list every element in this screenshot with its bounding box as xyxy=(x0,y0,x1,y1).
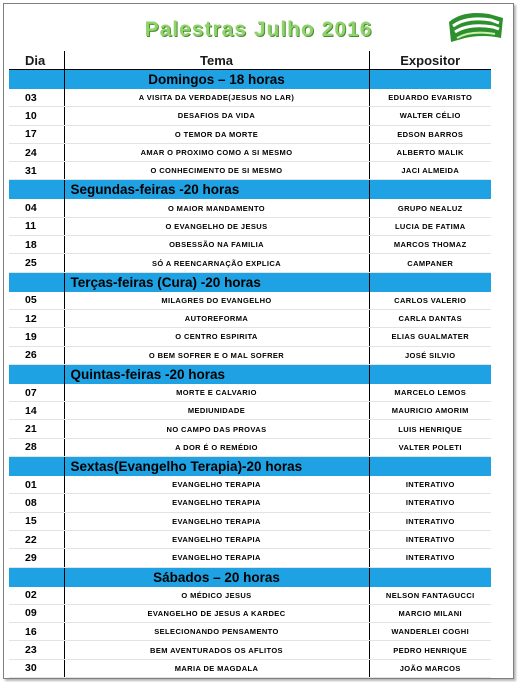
header-row xyxy=(9,51,491,70)
table-row xyxy=(9,623,491,641)
expositor-cell: PEDRO HENRIQUE xyxy=(369,641,491,659)
page-title: Palestras Julho 2016 xyxy=(144,18,373,41)
schedule-table xyxy=(9,51,491,679)
section-title: Segundas-feiras -20 horas xyxy=(64,180,369,200)
expositor-cell: MARCELO LEMOS xyxy=(369,384,491,402)
tema-cell: AMAR O PROXIMO COMO A SI MESMO xyxy=(64,143,369,161)
day-cell: 23 xyxy=(9,641,64,659)
table-row xyxy=(9,476,491,494)
empty-cell xyxy=(64,678,369,679)
table-row xyxy=(9,309,491,327)
expositor-cell: EDUARDO EVARISTO xyxy=(369,89,491,107)
expositor-cell: ELIAS GUALMATER xyxy=(369,328,491,346)
table-row xyxy=(9,604,491,622)
day-cell: 26 xyxy=(9,346,64,364)
section-header xyxy=(9,272,491,292)
section-header xyxy=(9,70,491,90)
table-row xyxy=(9,587,491,605)
day-cell: 14 xyxy=(9,402,64,420)
tema-cell: NO CAMPO DAS PROVAS xyxy=(64,420,369,438)
day-cell: 07 xyxy=(9,384,64,402)
tema-cell: DESAFIOS DA VIDA xyxy=(64,107,369,125)
day-cell: 18 xyxy=(9,236,64,254)
tema-cell: SÓ A REENCARNAÇÃO EXPLICA xyxy=(64,254,369,272)
expositor-cell: MARCIO MILANI xyxy=(369,604,491,622)
day-cell: 11 xyxy=(9,217,64,235)
table-row xyxy=(9,89,491,107)
table-row xyxy=(9,346,491,364)
section-bar-right xyxy=(369,70,491,90)
day-cell: 30 xyxy=(9,659,64,677)
table-row xyxy=(9,402,491,420)
table-row xyxy=(9,292,491,310)
expositor-cell: JOSÉ SILVIO xyxy=(369,346,491,364)
tema-cell: EVANGELHO TERAPIA xyxy=(64,549,369,567)
tema-cell: EVANGELHO DE JESUS A KARDEC xyxy=(64,604,369,622)
table-row xyxy=(9,199,491,217)
tema-cell: O MÉDICO JESUS xyxy=(64,587,369,605)
expositor-cell: INTERATIVO xyxy=(369,476,491,494)
table-row xyxy=(9,384,491,402)
day-cell: 28 xyxy=(9,438,64,456)
header-expositor: Expositor xyxy=(369,51,491,70)
tema-cell: O MAIOR MANDAMENTO xyxy=(64,199,369,217)
day-cell: 09 xyxy=(9,604,64,622)
section-bar-left xyxy=(9,567,64,587)
section-title: Quintas-feiras -20 horas xyxy=(64,364,369,384)
day-cell: 15 xyxy=(9,512,64,530)
section-header xyxy=(9,457,491,477)
day-cell: 04 xyxy=(9,199,64,217)
expositor-cell: LUIS HENRIQUE xyxy=(369,420,491,438)
section-bar-left xyxy=(9,272,64,292)
tema-cell: O CENTRO ESPIRITA xyxy=(64,328,369,346)
header-dia: Dia xyxy=(9,51,64,70)
empty-cell xyxy=(369,678,491,679)
section-header xyxy=(9,567,491,587)
tema-cell: MEDIUNIDADE xyxy=(64,402,369,420)
section-header xyxy=(9,180,491,200)
day-cell: 24 xyxy=(9,143,64,161)
expositor-cell: GRUPO NEALUZ xyxy=(369,199,491,217)
expositor-cell: MARCOS THOMAZ xyxy=(369,236,491,254)
tema-cell: A VISITA DA VERDADE(JESUS NO LAR) xyxy=(64,89,369,107)
tema-cell: BEM AVENTURADOS OS AFLITOS xyxy=(64,641,369,659)
tema-cell: A DOR É O REMÉDIO xyxy=(64,438,369,456)
empty-row xyxy=(9,678,491,679)
header-tema: Tema xyxy=(64,51,369,70)
tema-cell: O BEM SOFRER E O MAL SOFRER xyxy=(64,346,369,364)
expositor-cell: MAURICIO AMORIM xyxy=(369,402,491,420)
table-row xyxy=(9,162,491,180)
tema-cell: MARIA DE MAGDALA xyxy=(64,659,369,677)
expositor-cell: INTERATIVO xyxy=(369,549,491,567)
day-cell: 01 xyxy=(9,476,64,494)
empty-cell xyxy=(9,678,64,679)
day-cell: 17 xyxy=(9,125,64,143)
schedule-document xyxy=(3,3,514,679)
section-title: Sextas(Evangelho Terapia)-20 horas xyxy=(64,457,369,477)
tema-cell: MORTE E CALVARIO xyxy=(64,384,369,402)
table-row xyxy=(9,217,491,235)
day-cell: 19 xyxy=(9,328,64,346)
expositor-cell: INTERATIVO xyxy=(369,530,491,548)
tema-cell: EVANGELHO TERAPIA xyxy=(64,476,369,494)
table-row xyxy=(9,512,491,530)
section-title: Domingos – 18 horas xyxy=(64,70,369,90)
expositor-cell: INTERATIVO xyxy=(369,512,491,530)
day-cell: 31 xyxy=(9,162,64,180)
table-row xyxy=(9,125,491,143)
tema-cell: AUTOREFORMA xyxy=(64,309,369,327)
expositor-cell: ALBERTO MALIK xyxy=(369,143,491,161)
day-cell: 21 xyxy=(9,420,64,438)
day-cell: 25 xyxy=(9,254,64,272)
section-bar-left xyxy=(9,457,64,477)
table-row xyxy=(9,143,491,161)
expositor-cell: VALTER POLETI xyxy=(369,438,491,456)
day-cell: 10 xyxy=(9,107,64,125)
section-bar-left xyxy=(9,180,64,200)
day-cell: 05 xyxy=(9,292,64,310)
expositor-cell: NELSON FANTAGUCCI xyxy=(369,587,491,605)
table-row xyxy=(9,420,491,438)
expositor-cell: CARLOS VALERIO xyxy=(369,292,491,310)
day-cell: 12 xyxy=(9,309,64,327)
day-cell: 03 xyxy=(9,89,64,107)
section-bar-right xyxy=(369,180,491,200)
section-bar-right xyxy=(369,272,491,292)
day-cell: 22 xyxy=(9,530,64,548)
day-cell: 08 xyxy=(9,494,64,512)
tema-cell: O CONHECIMENTO DE SI MESMO xyxy=(64,162,369,180)
tema-cell: OBSESSÃO NA FAMILIA xyxy=(64,236,369,254)
tema-cell: EVANGELHO TERAPIA xyxy=(64,494,369,512)
section-bar-left xyxy=(9,364,64,384)
expositor-cell: JOÃO MARCOS xyxy=(369,659,491,677)
expositor-cell: CARLA DANTAS xyxy=(369,309,491,327)
day-cell: 16 xyxy=(9,623,64,641)
table-row xyxy=(9,494,491,512)
day-cell: 29 xyxy=(9,549,64,567)
table-row xyxy=(9,530,491,548)
section-bar-right xyxy=(369,457,491,477)
expositor-cell: WANDERLEI COGHI xyxy=(369,623,491,641)
section-title: Sábados – 20 horas xyxy=(64,567,369,587)
table-row xyxy=(9,641,491,659)
table-row xyxy=(9,328,491,346)
section-bar-right xyxy=(369,364,491,384)
table-row xyxy=(9,254,491,272)
expositor-cell: WALTER CÉLIO xyxy=(369,107,491,125)
green-stripes-logo-icon xyxy=(443,8,507,48)
tema-cell: SELECIONANDO PENSAMENTO xyxy=(64,623,369,641)
tema-cell: MILAGRES DO EVANGELHO xyxy=(64,292,369,310)
tema-cell: EVANGELHO TERAPIA xyxy=(64,530,369,548)
section-title: Terças-feiras (Cura) -20 horas xyxy=(64,272,369,292)
tema-cell: O TEMOR DA MORTE xyxy=(64,125,369,143)
table-row xyxy=(9,549,491,567)
section-bar-left xyxy=(9,70,64,90)
expositor-cell: CAMPANER xyxy=(369,254,491,272)
table-row xyxy=(9,107,491,125)
expositor-cell: EDSON BARROS xyxy=(369,125,491,143)
expositor-cell: JACI ALMEIDA xyxy=(369,162,491,180)
tema-cell: EVANGELHO TERAPIA xyxy=(64,512,369,530)
tema-cell: O EVANGELHO DE JESUS xyxy=(64,217,369,235)
table-row xyxy=(9,438,491,456)
table-row xyxy=(9,236,491,254)
day-cell: 02 xyxy=(9,587,64,605)
expositor-cell: INTERATIVO xyxy=(369,494,491,512)
section-bar-right xyxy=(369,567,491,587)
table-row xyxy=(9,659,491,677)
section-header xyxy=(9,364,491,384)
schedule-body xyxy=(9,70,491,680)
expositor-cell: LUCIA DE FATIMA xyxy=(369,217,491,235)
